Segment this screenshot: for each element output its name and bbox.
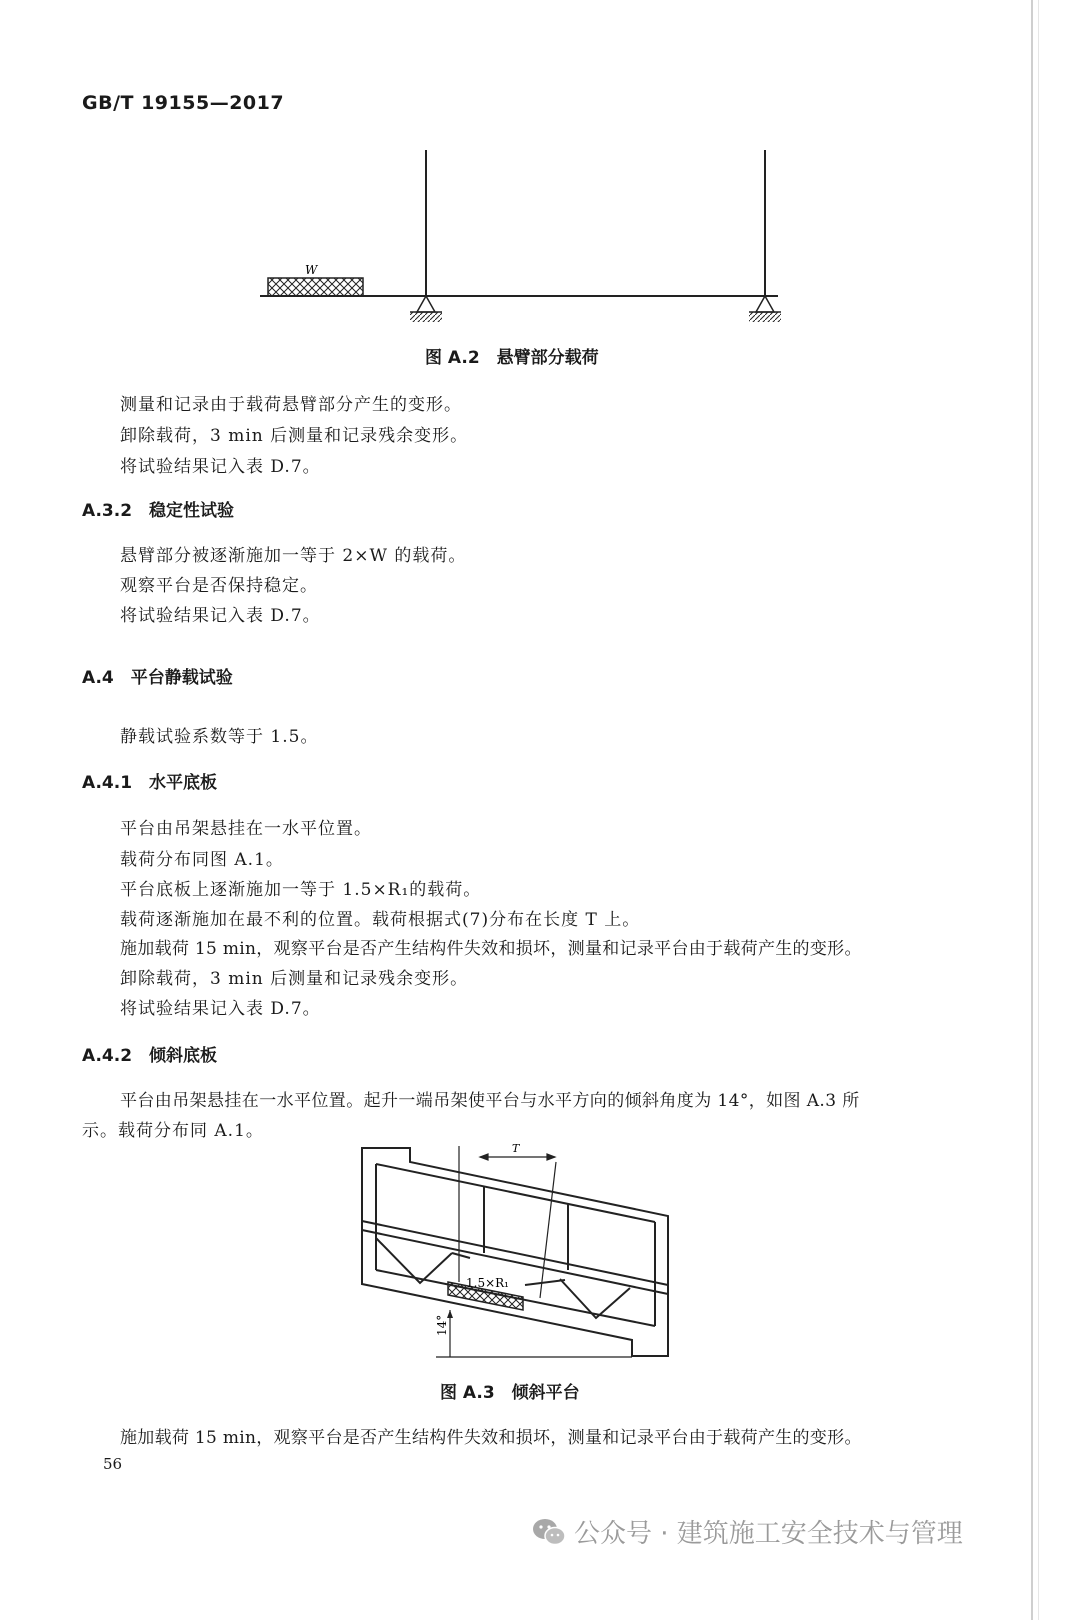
standard-number-header: GB/T 19155—2017 bbox=[82, 92, 285, 114]
paragraph-line: 将试验结果记入表 D.7。 bbox=[120, 457, 321, 477]
paragraph-line: 卸除载荷，3 min 后测量和记录残余变形。 bbox=[120, 426, 469, 446]
figure-a2-caption: 图 A.2 悬臂部分载荷 bbox=[425, 348, 599, 368]
wechat-icon bbox=[532, 1517, 566, 1547]
paragraph-line: 载荷逐渐施加在最不利的位置。载荷根据式(7)分布在长度 T 上。 bbox=[120, 910, 641, 930]
paragraph-line: 观察平台是否保持稳定。 bbox=[120, 576, 318, 596]
paragraph-line: 示。载荷分布同 A.1。 bbox=[82, 1121, 264, 1141]
load-label-w: W bbox=[305, 263, 318, 277]
figure-a3-caption: 图 A.3 倾斜平台 bbox=[440, 1383, 580, 1403]
heading-a41: A.4.1 水平底板 bbox=[82, 773, 218, 793]
paragraph-line: 施加载荷 15 min，观察平台是否产生结构件失效和损坏，测量和记录平台由于载荷产生的变形。 bbox=[120, 1428, 862, 1448]
heading-a32: A.3.2 稳定性试验 bbox=[82, 501, 235, 521]
heading-a4: A.4 平台静载试验 bbox=[82, 668, 233, 688]
dimension-t-label: T bbox=[512, 1142, 520, 1155]
paragraph-line: 悬臂部分被逐渐施加一等于 2×W 的载荷。 bbox=[120, 546, 467, 566]
paragraph-line: 载荷分布同图 A.1。 bbox=[120, 850, 284, 870]
angle-label: 14° bbox=[435, 1314, 449, 1336]
page-number: 56 bbox=[103, 1455, 123, 1473]
watermark bbox=[532, 1513, 963, 1550]
paragraph-line: 平台底板上逐渐施加一等于 1.5×R₁的载荷。 bbox=[120, 880, 482, 900]
load-label-1-5r1: 1.5×R₁ bbox=[466, 1276, 509, 1290]
paragraph-line: 测量和记录由于载荷悬臂部分产生的变形。 bbox=[120, 395, 462, 415]
paragraph-line: 平台由吊架悬挂在一水平位置。 bbox=[120, 819, 372, 839]
paragraph-line: 将试验结果记入表 D.7。 bbox=[120, 606, 321, 626]
paragraph-line: 静载试验系数等于 1.5。 bbox=[120, 727, 319, 747]
paragraph-line: 将试验结果记入表 D.7。 bbox=[120, 999, 321, 1019]
watermark-text: 公众号 · 建筑施工安全技术与管理 bbox=[574, 1519, 963, 1549]
paragraph-line: 平台由吊架悬挂在一水平位置。起升一端吊架使平台与水平方向的倾斜角度为 14°，如图 A.3 所 bbox=[120, 1091, 860, 1111]
heading-a42: A.4.2 倾斜底板 bbox=[82, 1046, 218, 1066]
paragraph-line: 卸除载荷，3 min 后测量和记录残余变形。 bbox=[120, 969, 469, 989]
paragraph-line: 施加载荷 15 min，观察平台是否产生结构件失效和损坏，测量和记录平台由于载荷产生的变形。 bbox=[120, 939, 862, 959]
